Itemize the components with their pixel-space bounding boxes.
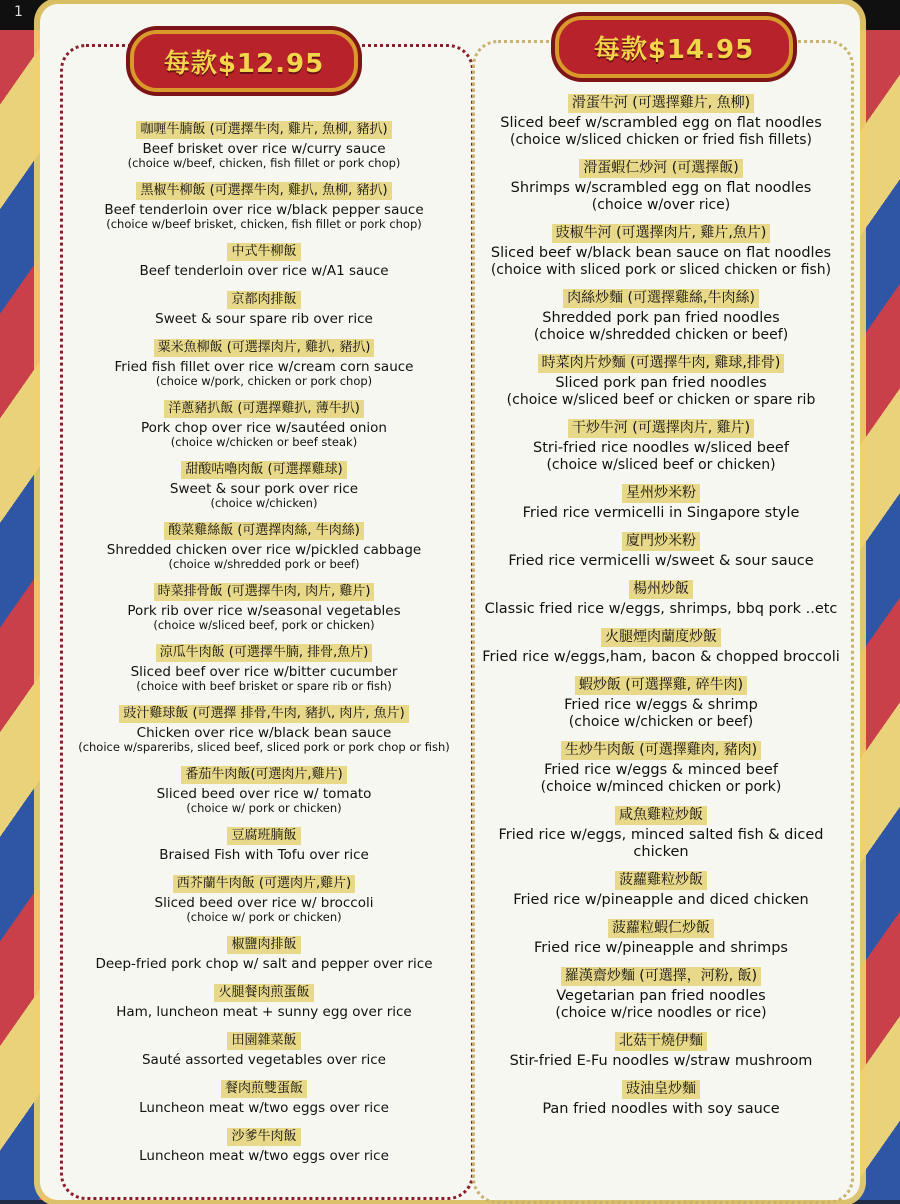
menu-item xyxy=(62,288,466,327)
menu-item-english-name: Pork chop over rice w/sautéed onion xyxy=(141,420,387,436)
menu-item-chinese-name: 滑蛋蝦仁炒河 (可選擇飯) xyxy=(579,159,742,178)
menu-item xyxy=(476,530,846,570)
menu-item-chinese-name: 肉絲炒麵 (可選擇雞絲,牛肉絲) xyxy=(563,289,759,308)
menu-item-chinese-name: 甜酸咕嚕肉飯 (可選擇雞球) xyxy=(181,461,346,479)
menu-item-english-name: Shredded chicken over rice w/pickled cabbage xyxy=(106,542,422,558)
menu-item-english-name: Classic fried rice w/eggs, shrimps, bbq pork ..etc xyxy=(484,601,838,617)
menu-item-chinese-name: 羅漢齋炒麵 (可選擇，河粉, 飯) xyxy=(561,967,761,986)
menu-item-english-name: Braised Fish with Tofu over rice xyxy=(159,847,369,863)
menu-item-choice: (choice w/shredded pork or beef) xyxy=(168,557,360,571)
menu-item-chinese-name: 蝦炒飯 (可選擇雞, 碎牛肉) xyxy=(575,676,747,695)
menu-item-english-name: Sliced beed over rice w/ broccoli xyxy=(154,895,374,911)
menu-item xyxy=(62,458,466,510)
menu-item-english-name: Shredded pork pan fried noodles xyxy=(542,310,780,326)
menu-item-english-name: Beef tenderloin over rice w/black pepper sauce xyxy=(104,202,424,218)
menu-item-english-name: Luncheon meat w/two eggs over rice xyxy=(139,1148,389,1164)
menu-item-chinese-name: 西芥蘭牛肉飯 (可選肉片,雞片) xyxy=(173,875,355,893)
menu-item-english-name: Stir-fried E-Fu noodles w/straw mushroom xyxy=(509,1053,813,1069)
menu-item-choice: (choice w/ pork or chicken) xyxy=(186,910,342,924)
menu-item xyxy=(476,917,846,957)
menu-item-english-name: Shrimps w/scrambled egg on flat noodles xyxy=(510,180,812,196)
menu-item-english-name: Sliced beed over rice w/ tomato xyxy=(156,786,372,802)
menu-item-chinese-name: 酸菜雞絲飯 (可選擇肉絲, 牛肉絲) xyxy=(164,522,364,540)
menu-item-choice: (choice w/rice noodles or rice) xyxy=(555,1005,767,1021)
menu-item-english-name: Fried rice w/eggs & shrimp xyxy=(564,697,758,713)
menu-item-english-name: Sliced beef w/black bean sauce on flat noodles xyxy=(490,245,832,261)
menu-item-english-name: Sauté assorted vegetables over rice xyxy=(141,1052,386,1068)
menu-item xyxy=(62,872,466,924)
menu-item-english-name: Fried rice w/eggs, minced salted fish & diced chicken xyxy=(498,827,824,860)
menu-item-chinese-name: 豉椒牛河 (可選擇肉片, 雞片,魚片) xyxy=(552,224,771,243)
menu-item-english-name: Fried rice w/pineapple and shrimps xyxy=(534,940,788,956)
menu-item-chinese-name: 火腿煙肉蘭度炒飯 xyxy=(601,628,721,647)
menu-item-chinese-name: 楊州炒飯 xyxy=(629,580,693,599)
menu-item xyxy=(476,287,846,344)
menu-item xyxy=(62,397,466,449)
menu-item-choice: (choice w/sliced chicken or fried fish fillets) xyxy=(509,132,813,148)
menu-item xyxy=(62,1029,466,1068)
menu-item xyxy=(62,1125,466,1164)
left-menu-column xyxy=(62,118,466,1173)
menu-item-english-name: Fried rice w/eggs,ham, bacon & chopped broccoli xyxy=(482,649,840,665)
menu-item-choice: (choice w/pork, chicken or pork chop) xyxy=(155,374,373,388)
menu-item-chinese-name: 咖喱牛腩飯 (可選擇牛肉, 雞片, 魚柳, 豬扒) xyxy=(136,121,391,139)
menu-item xyxy=(476,965,846,1022)
menu-item-english-name: Fried rice vermicelli in Singapore style xyxy=(522,505,800,521)
menu-item xyxy=(476,222,846,279)
menu-item-english-name: Pork rib over rice w/seasonal vegetables xyxy=(127,603,401,619)
menu-item xyxy=(476,417,846,474)
menu-item xyxy=(476,626,846,666)
menu-item xyxy=(62,240,466,279)
menu-item-chinese-name: 時菜肉片炒麵 (可選擇牛肉, 雞球,排骨) xyxy=(538,354,785,373)
menu-item xyxy=(476,578,846,618)
menu-item-chinese-name: 豉油皇炒麵 xyxy=(622,1080,700,1099)
menu-item-chinese-name: 滑蛋牛河 (可選擇雞片, 魚柳) xyxy=(568,94,754,113)
menu-item-english-name: Beef brisket over rice w/curry sauce xyxy=(142,141,386,157)
menu-item xyxy=(62,179,466,231)
menu-item-chinese-name: 豉汁雞球飯 (可選擇 排骨,牛肉, 豬扒, 肉片, 魚片) xyxy=(119,705,408,723)
menu-item-chinese-name: 菠蘿雞粒炒飯 xyxy=(615,871,707,890)
menu-item xyxy=(476,352,846,409)
menu-item xyxy=(62,763,466,815)
menu-item-choice: (choice w/over rice) xyxy=(591,197,731,213)
menu-item xyxy=(62,519,466,571)
menu-item-choice: (choice w/beef brisket, chicken, fish fillet or pork chop) xyxy=(106,217,422,231)
menu-item-english-name: Deep-fried pork chop w/ salt and pepper over rice xyxy=(95,956,433,972)
menu-item-english-name: Stri-fried rice noodles w/sliced beef xyxy=(533,440,789,456)
menu-item-chinese-name: 田園雜菜飯 xyxy=(227,1032,300,1050)
menu-item-chinese-name: 番茄牛肉飯(可選肉片,雞片) xyxy=(181,766,346,784)
menu-item-english-name: Sweet & sour pork over rice xyxy=(169,481,359,497)
menu-item-english-name: Sliced beef w/scrambled egg on flat noodles xyxy=(500,115,822,131)
menu-item-choice: (choice w/chicken or beef) xyxy=(568,714,754,730)
menu-item-chinese-name: 火腿餐肉煎蛋飯 xyxy=(214,984,313,1002)
menu-item-choice: (choice w/sliced beef, pork or chicken) xyxy=(153,618,375,632)
menu-item-english-name: Vegetarian pan fried noodles xyxy=(556,988,766,1004)
menu-item xyxy=(62,580,466,632)
menu-item-chinese-name: 餐肉煎雙蛋飯 xyxy=(221,1080,307,1098)
menu-item-chinese-name: 咸魚雞粒炒飯 xyxy=(615,806,707,825)
menu-item-choice: (choice w/chicken or beef steak) xyxy=(170,435,358,449)
menu-item-english-name: Sweet & sour spare rib over rice xyxy=(155,311,373,327)
menu-item-english-name: Sliced pork pan fried noodles xyxy=(555,375,767,391)
menu-item xyxy=(476,804,846,861)
menu-item-chinese-name: 黑椒牛柳飯 (可選擇牛肉, 雞扒, 魚柳, 豬扒) xyxy=(136,182,391,200)
menu-item-chinese-name: 干炒牛河 (可選擇肉片, 雞片) xyxy=(568,419,754,438)
price-badge-left xyxy=(130,30,358,92)
menu-item xyxy=(476,674,846,731)
menu-item-english-name: Beef tenderloin over rice w/A1 sauce xyxy=(139,263,389,279)
menu-item-chinese-name: 洋蔥豬扒飯 (可選擇雞扒, 薄牛扒) xyxy=(164,400,364,418)
corner-label: 1 xyxy=(14,4,23,20)
price-badge-left-text: 每款$12.95 xyxy=(163,48,325,79)
menu-item xyxy=(476,1078,846,1118)
menu-item xyxy=(476,739,846,796)
menu-item-english-name: Fried fish fillet over rice w/cream corn sauce xyxy=(114,359,414,375)
menu-item-choice: (choice w/shredded chicken or beef) xyxy=(533,327,789,343)
menu-item xyxy=(62,1077,466,1116)
menu-item xyxy=(62,702,466,754)
menu-item-chinese-name: 沙爹牛肉飯 xyxy=(227,1128,300,1146)
menu-item-chinese-name: 北菇干燒伊麵 xyxy=(615,1032,707,1051)
menu-item-chinese-name: 粟米魚柳飯 (可選擇肉片, 雞扒, 豬扒) xyxy=(154,339,375,357)
menu-item xyxy=(62,118,466,170)
menu-item-english-name: Chicken over rice w/black bean sauce xyxy=(136,725,392,741)
menu-item xyxy=(476,482,846,522)
menu-item-chinese-name: 涼瓜牛肉飯 (可選擇牛腩, 排骨,魚片) xyxy=(156,644,373,662)
menu-item-choice: (choice w/sliced beef or chicken or spare rib xyxy=(506,392,816,408)
menu-item-english-name: Pan fried noodles with soy sauce xyxy=(542,1101,780,1117)
menu-item xyxy=(62,641,466,693)
menu-item-english-name: Fried rice w/eggs & minced beef xyxy=(544,762,778,778)
menu-item-choice: (choice w/spareribs, sliced beef, sliced pork or pork chop or fish) xyxy=(78,740,450,754)
menu-item-english-name: Luncheon meat w/two eggs over rice xyxy=(139,1100,389,1116)
menu-item-choice: (choice with beef brisket or spare rib or fish) xyxy=(136,679,392,693)
menu-item-choice: (choice w/ pork or chicken) xyxy=(186,801,342,815)
menu-item-chinese-name: 椒鹽肉排飯 xyxy=(227,936,300,954)
menu-item xyxy=(62,336,466,388)
menu-item-choice: (choice w/minced chicken or pork) xyxy=(540,779,782,795)
menu-item-english-name: Fried rice w/pineapple and diced chicken xyxy=(513,892,809,908)
menu-item-chinese-name: 生炒牛肉飯 (可選擇雞肉, 豬肉) xyxy=(561,741,761,760)
menu-item-chinese-name: 京都肉排飯 xyxy=(227,291,300,309)
menu-item-english-name: Ham, luncheon meat + sunny egg over rice xyxy=(116,1004,412,1020)
menu-item-chinese-name: 菠蘿粒蝦仁炒飯 xyxy=(608,919,714,938)
menu-item xyxy=(476,157,846,214)
menu-item-choice: (choice w/beef, chicken, fish fillet or pork chop) xyxy=(127,156,401,170)
menu-item-chinese-name: 中式牛柳飯 xyxy=(227,243,300,261)
price-badge-right-text: 每款$14.95 xyxy=(593,34,755,65)
menu-item-choice: (choice w/chicken) xyxy=(210,496,318,510)
menu-item-chinese-name: 豆腐班腩飯 xyxy=(227,827,300,845)
menu-item-english-name: Fried rice vermicelli w/sweet & sour sauce xyxy=(508,553,814,569)
price-badge-right xyxy=(555,16,793,78)
menu-item-english-name: Sliced beef over rice w/bitter cucumber xyxy=(130,664,398,680)
right-menu-column xyxy=(476,92,846,1126)
menu-item xyxy=(476,92,846,149)
menu-item-chinese-name: 星州炒米粉 xyxy=(622,484,700,503)
menu-item xyxy=(476,869,846,909)
menu-item xyxy=(62,933,466,972)
menu-item-chinese-name: 廈門炒米粉 xyxy=(622,532,700,551)
menu-item xyxy=(62,824,466,863)
menu-item xyxy=(62,981,466,1020)
menu-item-chinese-name: 時菜排骨飯 (可選擇牛肉, 肉片, 雞片) xyxy=(154,583,375,601)
menu-item xyxy=(476,1030,846,1070)
menu-item-choice: (choice with sliced pork or sliced chicken or fish) xyxy=(490,262,832,278)
menu-item-choice: (choice w/sliced beef or chicken) xyxy=(546,457,776,473)
